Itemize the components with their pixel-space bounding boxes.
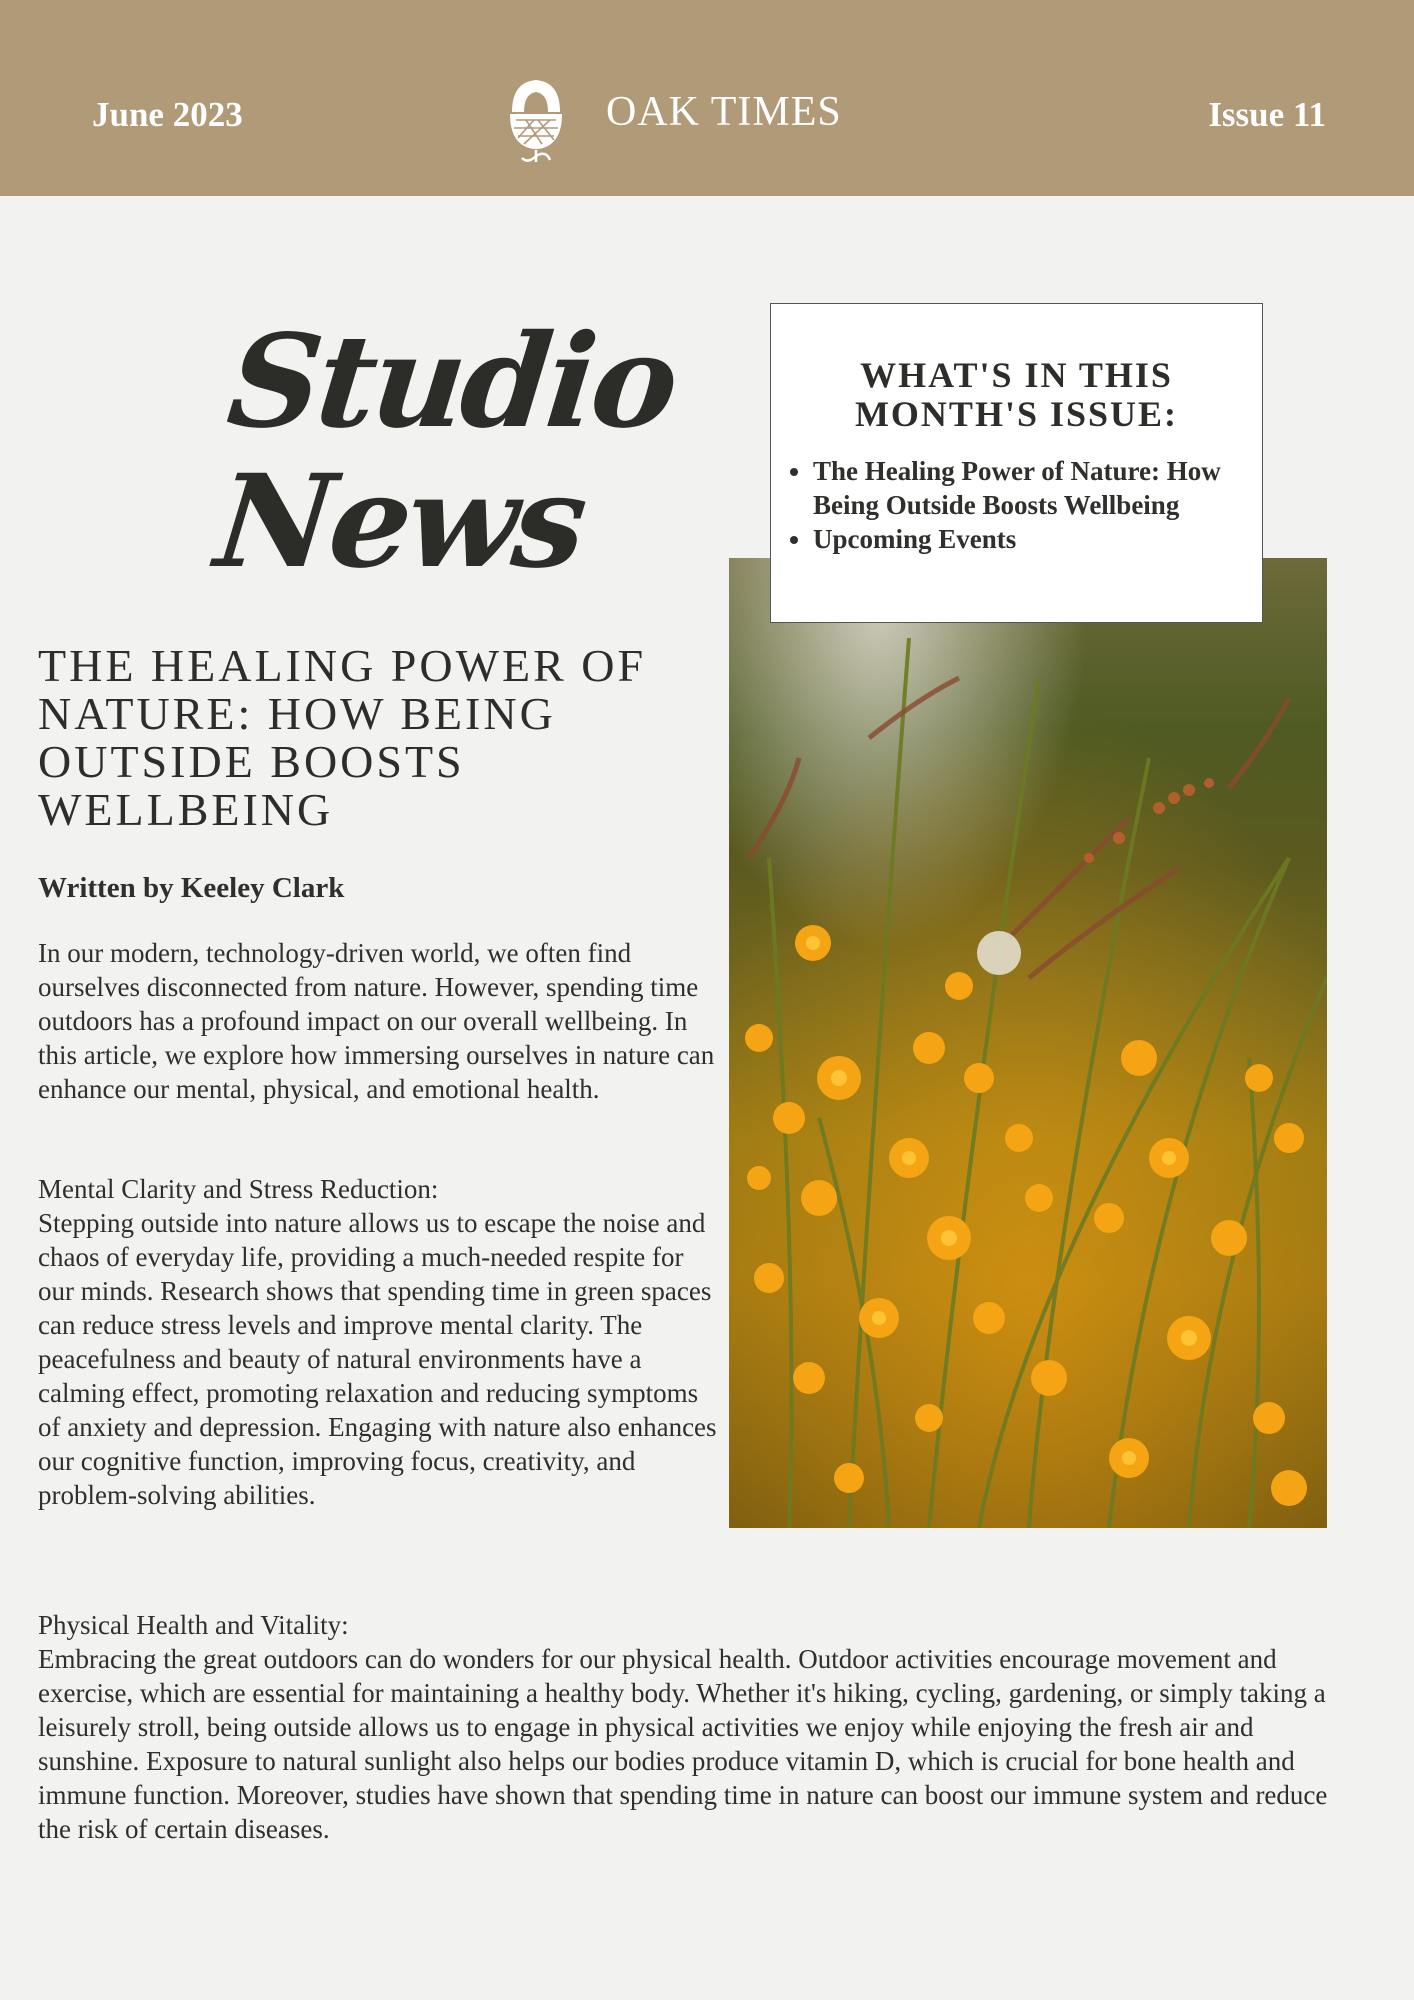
publication-name: OAK TIMES xyxy=(606,89,842,135)
section-body: Embracing the great outdoors can do wonders for our physical health. Outdoor activities encourage movement and exercise, which are essential for maintaining a healthy body. Whether it's hiking, cycling, gardening, or simply taking a leisurely stroll, being outside allows us to engage in physical activities we enjoy while enjoying the fresh air and sunshine. Exposure to natural sunlight also helps our bodies produce vitamin D, which is crucial for bone health and immune function. Moreover, studies have shown that spending time in nature can boost our immune system and reduce the risk of certain diseases. xyxy=(38,1644,1328,1844)
section-heading: Physical Health and Vitality: xyxy=(38,1610,349,1640)
article-section-mental xyxy=(38,1172,718,1512)
contents-item: • Upcoming Events xyxy=(813,522,1242,556)
issue-number: Issue 11 xyxy=(1208,95,1326,134)
article-section-physical xyxy=(38,1608,1358,1846)
masthead-line-2: News xyxy=(209,447,590,597)
article-byline: Written by Keeley Clark xyxy=(38,872,345,904)
issue-date: June 2023 xyxy=(92,95,243,134)
section-heading: Mental Clarity and Stress Reduction: xyxy=(38,1174,439,1204)
section-body: Stepping outside into nature allows us to escape the noise and chaos of everyday life, providing a much-needed respite for our minds. Research shows that spending time in green spaces can reduce stress levels and improve mental clarity. The peacefulness and beauty of natural environments have a calming effect, promoting relaxation and reducing symptoms of anxiety and depression. Engaging with nature also enhances our cognitive function, improving focus, creativity, and problem-solving abilities. xyxy=(38,1208,717,1510)
issue-contents-box xyxy=(770,303,1263,623)
acorn-icon xyxy=(506,74,566,166)
contents-list xyxy=(771,454,1262,556)
contents-item: • The Healing Power of Nature: How Being Outside Boosts Wellbeing xyxy=(813,454,1242,522)
contents-title-line-1: WHAT'S IN THIS xyxy=(860,355,1173,395)
meadow-illustration xyxy=(729,558,1327,1528)
article-intro: In our modern, technology-driven world, we often find ourselves disconnected from nature. However, spending time outdoors has a profound impact on our overall wellbeing. In this article, we explore how immersing ourselves in nature can enhance our mental, physical, and emotional health. xyxy=(38,938,715,1104)
contents-title-line-2: MONTH'S ISSUE: xyxy=(854,394,1179,434)
contents-title xyxy=(771,356,1262,434)
wildflower-meadow-photo xyxy=(729,558,1327,1528)
article-title: THE HEALING POWER OF NATURE: HOW BEING OUTSIDE BOOSTS WELLBEING xyxy=(38,640,647,835)
newsletter-header xyxy=(0,0,1414,196)
masthead-line-1: Studio xyxy=(221,307,682,457)
masthead-title xyxy=(207,307,682,597)
